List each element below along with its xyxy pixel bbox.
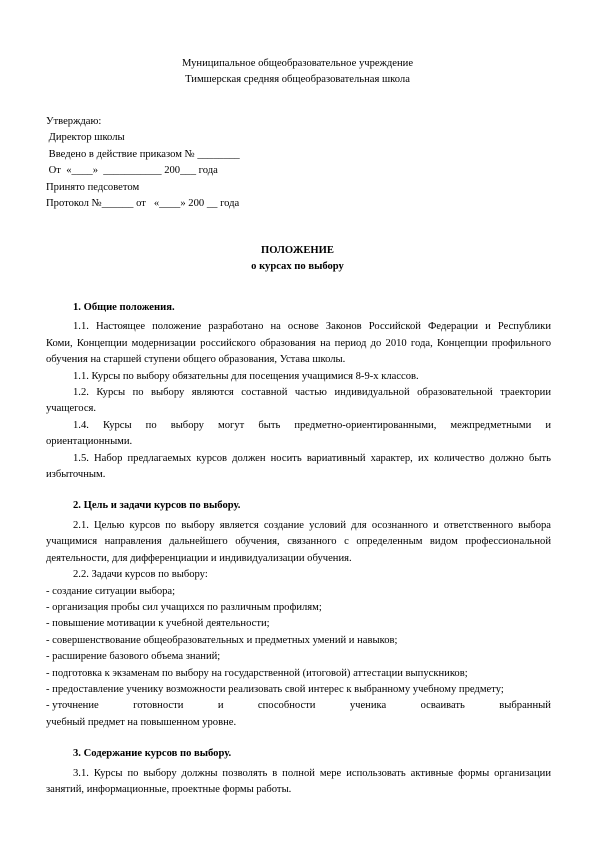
approval-line: Принято педсоветом xyxy=(46,181,140,193)
word: и xyxy=(217,700,224,712)
word: по xyxy=(145,419,157,431)
approval-line: Директор школы xyxy=(46,132,125,144)
paragraph xyxy=(46,518,551,567)
paragraph-rest: Коми, Концепции модернизации российского образования на период до 2010 года, Концепции профильного обучения на старшей ступени общего образования, Устава школы. xyxy=(46,337,551,366)
paragraph-first-line: 1.1. Настоящее положение разработано на основе Законов Российской Федерации и Республики xyxy=(73,321,551,333)
approval-line: Утверждаю: xyxy=(46,116,102,127)
approval-block xyxy=(46,114,346,212)
title-line: ПОЛОЖЕНИЕ xyxy=(261,245,334,256)
word: межпредметными xyxy=(450,419,532,431)
section-heading: 3. Содержание курсов по выбору. xyxy=(73,748,232,760)
list-item xyxy=(46,698,551,714)
paragraph-rest: учащегося. xyxy=(46,403,97,415)
school-name: Тимшерская средняя общеобразовательная школа xyxy=(185,74,410,86)
paragraph xyxy=(46,766,551,799)
paragraph-rest: ориентационными. xyxy=(46,436,133,448)
approval-line: Протокол №______ от «____» 200 __ года xyxy=(46,198,240,210)
word: способности xyxy=(257,700,316,712)
word: осваивать xyxy=(420,700,465,712)
word: выбору xyxy=(170,419,204,431)
word: ученика xyxy=(349,700,387,712)
document-body xyxy=(46,300,551,798)
document-title xyxy=(0,243,595,276)
word: 1.4. xyxy=(73,419,89,431)
paragraph xyxy=(46,418,551,451)
list-item: - подготовка к экзаменам по выбору на государственной (итоговой) аттестации выпускников; xyxy=(46,667,468,679)
section-heading: 1. Общие положения. xyxy=(73,302,175,313)
list-item: - расширение базового объема знаний; xyxy=(46,651,221,663)
list-item: - создание ситуации выбора; xyxy=(46,585,176,597)
subtitle-line: о курсах по выбору xyxy=(251,261,344,273)
word: предметно-ориентированными, xyxy=(294,419,437,431)
approval-line: От «____» ___________ 200___ года xyxy=(46,165,218,177)
word: выбранный xyxy=(499,700,551,712)
word: быть xyxy=(258,419,281,431)
paragraph-rest: избыточным. xyxy=(46,469,106,481)
section-heading: 2. Цель и задачи курсов по выбору. xyxy=(73,500,241,512)
approval-line: Введено в действие приказом № ________ xyxy=(46,148,240,160)
paragraph: 2.2. Задачи курсов по выбору: xyxy=(73,569,208,581)
paragraph xyxy=(46,319,551,368)
paragraph xyxy=(46,385,551,418)
list-item: - повышение мотивации к учебной деятельности; xyxy=(46,618,270,630)
list-item: - предоставление ученику возможности реализовать свой интерес к выбранному учебному предмету; xyxy=(46,683,504,695)
list-item: - совершенствование общеобразовательных и предметных умений и навыков; xyxy=(46,634,398,646)
word: могут xyxy=(218,419,245,431)
word: - уточнение xyxy=(46,700,99,712)
list-item: - организация пробы сил учащихся по различным профилям; xyxy=(46,601,322,613)
list-item-continuation: учебный предмет на повышенном уровне. xyxy=(46,716,237,728)
word: и xyxy=(545,419,551,431)
paragraph: 1.1. Курсы по выбору обязательны для посещения учащимися 8-9-х классов. xyxy=(73,370,419,382)
paragraph-rest: учащимися направления дальнейшего обучения, связанного с определенным видом профессиональной деятельности, для дифференциации и индивидуализации обучения. xyxy=(46,536,551,564)
institution-name: Муниципальное общеобразовательное учреждение xyxy=(181,58,414,69)
paragraph xyxy=(46,451,551,484)
paragraph-first-line xyxy=(46,418,551,434)
paragraph-rest: занятий, информационные, проектные формы работы. xyxy=(46,783,292,795)
word: Курсы xyxy=(102,419,132,431)
paragraph-first-line: 1.5. Набор предлагаемых курсов должен носить вариативный характер, их количество должно быть xyxy=(73,452,551,464)
word: готовности xyxy=(133,700,184,712)
document-header xyxy=(0,56,595,89)
paragraph-first-line: 2.1. Целью курсов по выбору является создание условий для осознанного и ответственного выбора xyxy=(73,519,551,531)
paragraph-first-line: 3.1. Курсы по выбору должны позволять в полной мере использовать активные формы организации xyxy=(73,767,551,779)
paragraph-first-line: 1.2. Курсы по выбору являются составной частью индивидуальной образовательной траектории xyxy=(73,387,551,399)
